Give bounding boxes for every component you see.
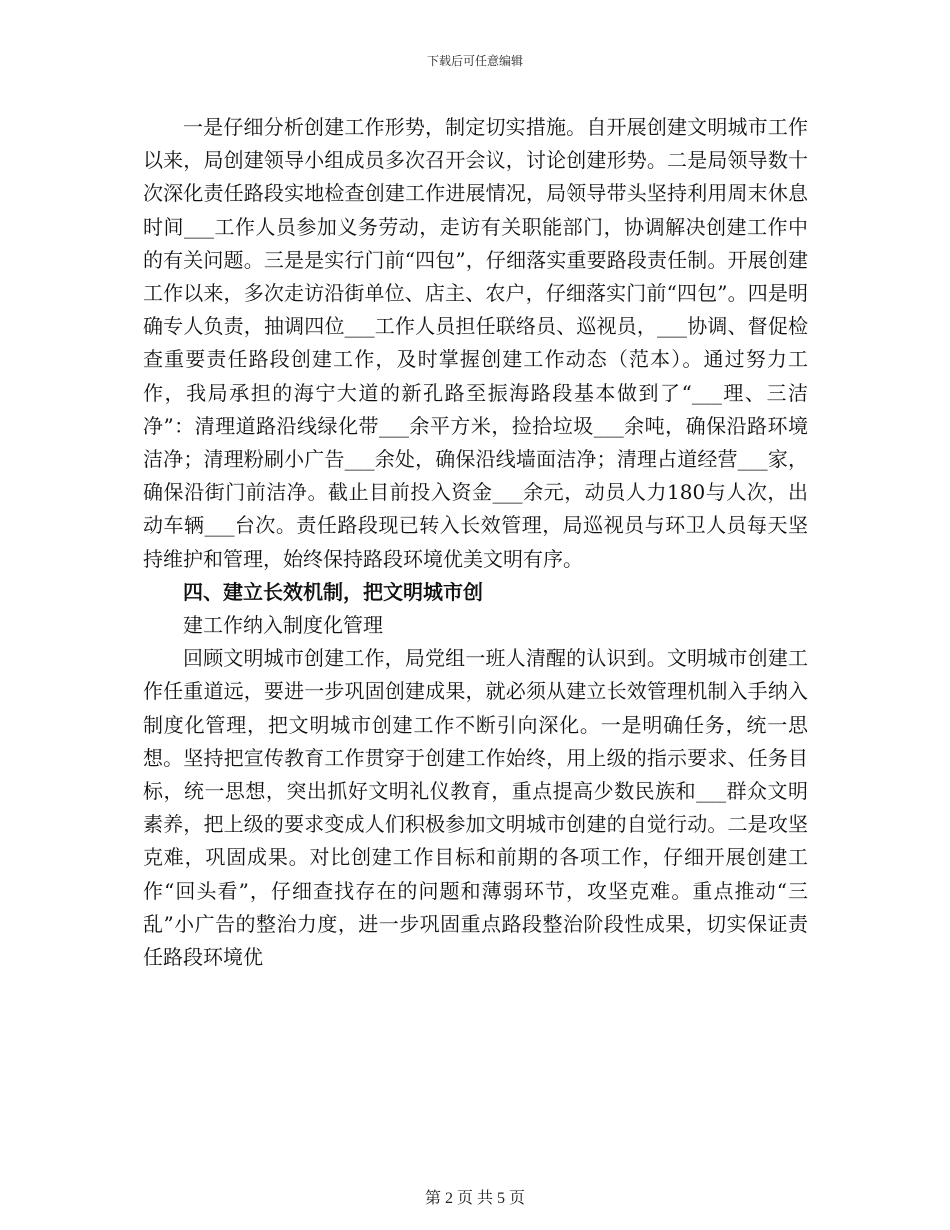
section-heading: 四、建立长效机制，把文明城市创: [183, 579, 483, 604]
paragraph-1: 一是仔细分析创建工作形势，制定切实措施。自开展创建文明城市工作以来，局创建领导小组成员多次召开会议，讨论创建形势。二是局领导数十次深化责任路段实地检查创建工作进展情况，局领导带头坚持利用周末休息时间___工作人员参加义务劳动，走访有关职能部门，协调解决创建工作中的有关问题。三是是实行门前“四包”，仔细落实重要路段责任制。开展创建工作以来，多次走访沿街单位、店主、农户，仔细落实门前“四包”。四是明确专人负责，抽调四位___工作人员担任联络员、巡视员，___协调、督促检查重要责任路段创建工作，及时掌握创建工作动态（范本）。通过努力工作，我局承担的海宁大道的新孔路至振海路段基本做到了“___理、三洁净”：清理道路沿线绿化带___余平方米，捡拾垃圾___余吨，确保沿路环境洁净；清理粉刷小广告___余处，确保沿线墙面洁净；清理占道经营___家，确保沿街门前洁净。截止目前投入资金___余元，动员人力180与人次，出动车辆___台次。责任路段现已转入长效管理，局巡视员与环卫人员每天坚持维护和管理，始终保持路段环境优美文明有序。: [143, 115, 808, 571]
paragraph-2: 回顾文明城市创建工作，局党组一班人清醒的认识到。文明城市创建工作任重道远，要进一步巩固创建成果，就必须从建立长效管理机制入手纳入制度化管理，把文明城市创建工作不断引向深化。一是明确任务，统一思想。坚持把宣传教育工作贯穿于创建工作始终，用上级的指示要求、任务目标，统一思想，突出抓好文明礼仪教育，重点提高少数民族和___群众文明素养，把上级的要求变成人们积极参加文明城市创建的自觉行动。二是攻坚克难，巩固成果。对比创建工作目标和前期的各项工作，仔细开展创建工作“回头看”，仔细查找存在的问题和薄弱环节，攻坚克难。重点推动“三乱”小广告的整治力度，进一步巩固重点路段整治阶段性成果，切实保证责任路段环境优: [143, 646, 808, 970]
page-footer: 第 2 页 共 5 页: [424, 1190, 525, 1207]
document-body: [143, 111, 808, 974]
page-header: 下载后可任意编辑: [426, 54, 523, 68]
section-subheading: 建工作纳入制度化管理: [183, 613, 383, 638]
